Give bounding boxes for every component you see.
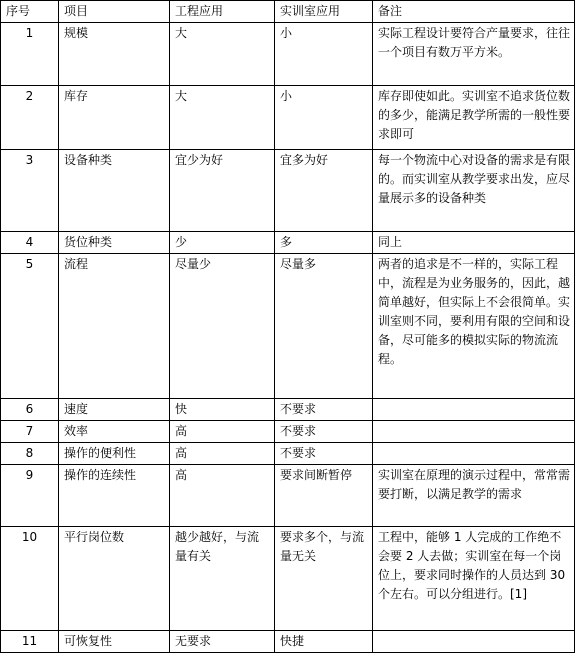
cell-item: 速度 bbox=[59, 399, 170, 421]
cell-engineering: 无要求 bbox=[170, 631, 275, 653]
cell-index: 4 bbox=[1, 232, 59, 254]
cell-notes: 实际工程设计要符合产量要求，往往一个项目有数万平方米。 bbox=[373, 23, 575, 86]
cell-notes: 工程中，能够 1 人完成的工作绝不会要 2 人去做；实训室在每一个岗位上，要求同时操作的人员达到 30 个左右。可以分组进行。[1] bbox=[373, 527, 575, 631]
header-notes: 备注 bbox=[373, 1, 575, 23]
header-item: 项目 bbox=[59, 1, 170, 23]
table-row bbox=[1, 631, 575, 653]
table-row bbox=[1, 443, 575, 465]
cell-index: 11 bbox=[1, 631, 59, 653]
table-row bbox=[1, 86, 575, 150]
table-row bbox=[1, 23, 575, 86]
cell-index: 2 bbox=[1, 86, 59, 150]
cell-lab: 快捷 bbox=[275, 631, 373, 653]
cell-engineering: 大 bbox=[170, 86, 275, 150]
table-row bbox=[1, 254, 575, 399]
cell-item: 平行岗位数 bbox=[59, 527, 170, 631]
cell-lab: 要求多个，与流量无关 bbox=[275, 527, 373, 631]
cell-index: 5 bbox=[1, 254, 59, 399]
cell-engineering: 少 bbox=[170, 232, 275, 254]
cell-engineering: 高 bbox=[170, 443, 275, 465]
cell-lab: 尽量多 bbox=[275, 254, 373, 399]
cell-lab: 多 bbox=[275, 232, 373, 254]
header-engineering: 工程应用 bbox=[170, 1, 275, 23]
table-row bbox=[1, 150, 575, 232]
cell-item: 设备种类 bbox=[59, 150, 170, 232]
cell-index: 6 bbox=[1, 399, 59, 421]
cell-lab: 不要求 bbox=[275, 399, 373, 421]
cell-notes bbox=[373, 443, 575, 465]
cell-notes: 同上 bbox=[373, 232, 575, 254]
cell-lab: 小 bbox=[275, 86, 373, 150]
cell-index: 8 bbox=[1, 443, 59, 465]
cell-notes bbox=[373, 399, 575, 421]
cell-engineering: 快 bbox=[170, 399, 275, 421]
cell-engineering: 高 bbox=[170, 421, 275, 443]
cell-notes bbox=[373, 631, 575, 653]
cell-lab: 小 bbox=[275, 23, 373, 86]
header-lab: 实训室应用 bbox=[275, 1, 373, 23]
cell-engineering: 越少越好，与流量有关 bbox=[170, 527, 275, 631]
cell-lab: 不要求 bbox=[275, 421, 373, 443]
cell-index: 3 bbox=[1, 150, 59, 232]
cell-notes: 每一个物流中心对设备的需求是有限的。而实训室从教学要求出发，应尽量展示多的设备种类 bbox=[373, 150, 575, 232]
cell-engineering: 宜少为好 bbox=[170, 150, 275, 232]
cell-item: 操作的便利性 bbox=[59, 443, 170, 465]
cell-item: 效率 bbox=[59, 421, 170, 443]
cell-item: 库存 bbox=[59, 86, 170, 150]
table-row bbox=[1, 232, 575, 254]
cell-engineering: 大 bbox=[170, 23, 275, 86]
table-row bbox=[1, 399, 575, 421]
cell-index: 10 bbox=[1, 527, 59, 631]
header-row bbox=[1, 1, 575, 23]
table-row bbox=[1, 465, 575, 527]
cell-notes: 两者的追求是不一样的，实际工程中，流程是为业务服务的，因此，越简单越好，但实际上不会很简单。实训室则不同，要利用有限的空间和设备，尽可能多的模拟实际的物流流程。 bbox=[373, 254, 575, 399]
cell-lab: 宜多为好 bbox=[275, 150, 373, 232]
cell-index: 1 bbox=[1, 23, 59, 86]
cell-index: 7 bbox=[1, 421, 59, 443]
cell-lab: 不要求 bbox=[275, 443, 373, 465]
cell-lab: 要求间断暂停 bbox=[275, 465, 373, 527]
header-index: 序号 bbox=[1, 1, 59, 23]
cell-item: 货位种类 bbox=[59, 232, 170, 254]
cell-item: 规模 bbox=[59, 23, 170, 86]
cell-engineering: 高 bbox=[170, 465, 275, 527]
cell-item: 流程 bbox=[59, 254, 170, 399]
cell-notes: 库存即使如此。实训室不追求货位数的多少，能满足教学所需的一般性要求即可 bbox=[373, 86, 575, 150]
table-row bbox=[1, 421, 575, 443]
cell-index: 9 bbox=[1, 465, 59, 527]
cell-notes bbox=[373, 421, 575, 443]
cell-item: 操作的连续性 bbox=[59, 465, 170, 527]
cell-notes: 实训室在原理的演示过程中，常常需要打断，以满足教学的需求 bbox=[373, 465, 575, 527]
table-row bbox=[1, 527, 575, 631]
cell-engineering: 尽量少 bbox=[170, 254, 275, 399]
cell-item: 可恢复性 bbox=[59, 631, 170, 653]
